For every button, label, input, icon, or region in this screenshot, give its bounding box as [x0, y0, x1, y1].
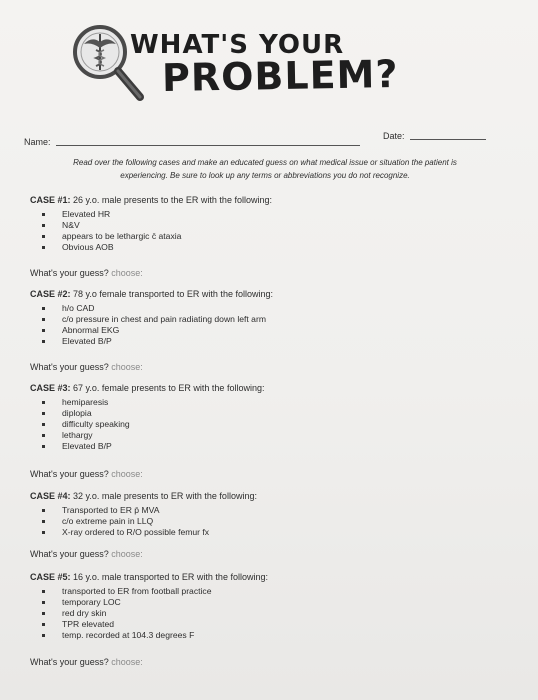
- instructions-line-2: experiencing. Be sure to look up any terms or abbreviations you do not recognize.: [120, 171, 410, 180]
- instructions: [30, 156, 500, 182]
- case-2-guess: [30, 362, 143, 372]
- name-field[interactable]: [56, 145, 360, 146]
- list-item: red dry skin: [40, 608, 212, 619]
- list-item: h/o CAD: [40, 303, 266, 314]
- case-2-choose-dropdown[interactable]: choose:: [111, 362, 143, 372]
- guess-label: What's your guess?: [30, 268, 109, 278]
- case-2-number: CASE #2:: [30, 289, 71, 299]
- guess-label: What's your guess?: [30, 657, 109, 667]
- case-1-number: CASE #1:: [30, 195, 71, 205]
- case-5-number: CASE #5:: [30, 572, 71, 582]
- case-1-guess: [30, 268, 143, 278]
- case-4-choose-dropdown[interactable]: choose:: [111, 549, 143, 559]
- case-1-description: 26 y.o. male presents to the ER with the following:: [73, 195, 272, 205]
- case-1-heading: [30, 195, 272, 205]
- case-1-symptom-list: [40, 209, 181, 253]
- list-item: Elevated B/P: [40, 441, 130, 452]
- date-label: Date:: [383, 131, 405, 141]
- case-5-choose-dropdown[interactable]: choose:: [111, 657, 143, 667]
- case-3-symptom-list: [40, 397, 130, 452]
- list-item: X-ray ordered to R/O possible femur fx: [40, 527, 209, 538]
- date-field[interactable]: [410, 139, 486, 140]
- list-item: c/o pressure in chest and pain radiating down left arm: [40, 314, 266, 325]
- case-4-heading: [30, 491, 257, 501]
- list-item: temporary LOC: [40, 597, 212, 608]
- title-line-2: PROBLEM?: [161, 51, 399, 101]
- case-4-description: 32 y.o. male presents to ER with the following:: [73, 491, 257, 501]
- list-item: diplopia: [40, 408, 130, 419]
- case-4-number: CASE #4:: [30, 491, 71, 501]
- list-item: hemiparesis: [40, 397, 130, 408]
- case-3-choose-dropdown[interactable]: choose:: [111, 469, 143, 479]
- list-item: Elevated B/P: [40, 336, 266, 347]
- list-item: Obvious AOB: [40, 242, 181, 253]
- case-2-heading: [30, 289, 273, 299]
- case-3-number: CASE #3:: [30, 383, 71, 393]
- case-4-symptom-list: [40, 505, 209, 538]
- list-item: lethargy: [40, 430, 130, 441]
- list-item: temp. recorded at 104.3 degrees F: [40, 630, 212, 641]
- case-3-description: 67 y.o. female presents to ER with the following:: [73, 383, 265, 393]
- list-item: c/o extreme pain in LLQ: [40, 516, 209, 527]
- name-label: Name:: [24, 137, 51, 147]
- case-1-choose-dropdown[interactable]: choose:: [111, 268, 143, 278]
- case-2-symptom-list: [40, 303, 266, 347]
- guess-label: What's your guess?: [30, 549, 109, 559]
- case-5-guess: [30, 657, 143, 667]
- case-5-symptom-list: [40, 586, 212, 641]
- guess-label: What's your guess?: [30, 469, 109, 479]
- list-item: Abnormal EKG: [40, 325, 266, 336]
- list-item: Elevated HR: [40, 209, 181, 220]
- list-item: transported to ER from football practice: [40, 586, 212, 597]
- list-item: N&V: [40, 220, 181, 231]
- case-5-description: 16 y.o. male transported to ER with the following:: [73, 572, 268, 582]
- list-item: appears to be lethargic c̄ ataxia: [40, 231, 181, 242]
- title-line-1: WHAT'S YOUR: [130, 30, 345, 60]
- list-item: difficulty speaking: [40, 419, 130, 430]
- list-item: Transported to ER p̄ MVA: [40, 505, 209, 516]
- case-3-guess: [30, 469, 143, 479]
- guess-label: What's your guess?: [30, 362, 109, 372]
- case-4-guess: [30, 549, 143, 559]
- case-2-description: 78 y.o female transported to ER with the following:: [73, 289, 273, 299]
- list-item: TPR elevated: [40, 619, 212, 630]
- case-5-heading: [30, 572, 268, 582]
- instructions-line-1: Read over the following cases and make an educated guess on what medical issue or situation the patient is: [73, 158, 457, 167]
- case-3-heading: [30, 383, 264, 393]
